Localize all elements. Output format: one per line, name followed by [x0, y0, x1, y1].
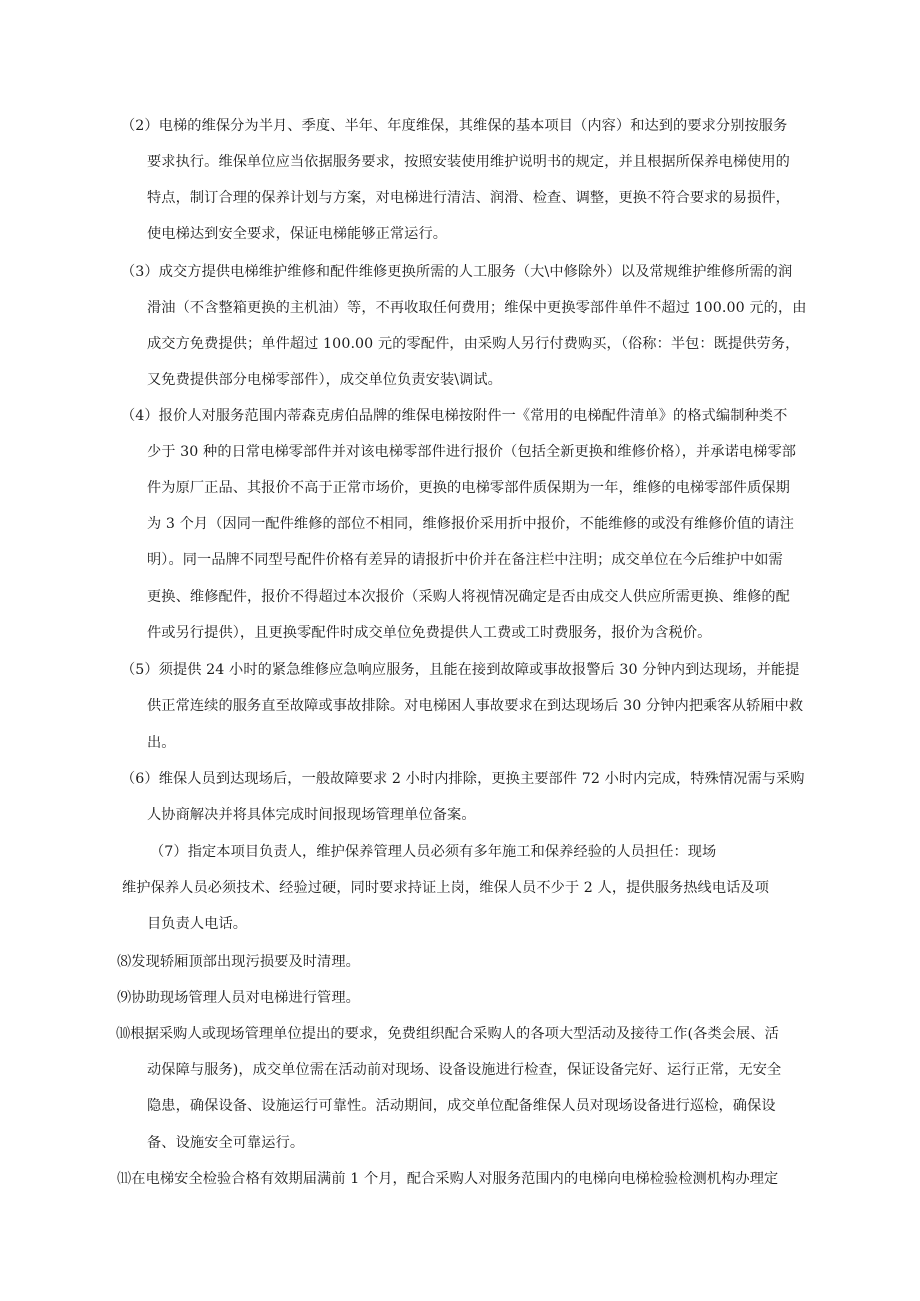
item-10-line-3: 隐患，确保设备、设施运行可靠性。活动期间，成交单位配备维保人员对现场设备进行巡检，确保设	[147, 1098, 776, 1114]
item-8-line-1: ⑻发现轿厢顶部出现污损要及时清理。	[117, 954, 360, 970]
item-2-line-3: 特点，制订合理的保养计划与方案，对电梯进行清洁、润滑、检查、调整，更换不符合要求的易损件，	[147, 190, 790, 206]
item-7-line-1: （7）指定本项目负责人，维护保养管理人员必须有多年施工和保养经验的人员担任：现场	[150, 844, 717, 860]
item-7-line-3: 目负责人电话。	[147, 916, 248, 932]
item-4-line-6: 更换、维修配件，报价不得超过本次报价（采购人将视情况确定是否由成交人供应所需更换、维修的配	[147, 589, 790, 605]
item-11-line-1: ⑾在电梯安全检验合格有效期届满前 1 个月，配合采购人对服务范围内的电梯向电梯检验检测机构办理定	[117, 1171, 779, 1187]
item-4-line-7: 件或另行提供），且更换零配件时成交单位免费提供人工费或工时费服务，报价为含税价。	[147, 625, 712, 641]
item-7-line-2: 维护保养人员必须技术、经验过硬，同时要求持证上岗，维保人员不少于 2 人，提供服务热线电话及项	[122, 880, 769, 896]
item-6-line-1: （6）维保人员到达现场后，一般故障要求 2 小时内排除，更换主要部件 72 小时内完成，特殊情况需与采购	[121, 771, 805, 787]
item-5-line-2: 供正常连续的服务直至故障或事故排除。对电梯困人事故要求在到达现场后 30 分钟内把乘客从轿厢中救	[147, 698, 804, 714]
item-4-line-1: （4）报价人对服务范围内蒂森克虏伯品牌的维保电梯按附件一《常用的电梯配件清单》的格式编制种类不	[121, 408, 788, 424]
item-4-line-3: 件为原厂正品、其报价不高于正常市场价，更换的电梯零部件质保期为一年，维修的电梯零部件质保期	[147, 480, 790, 496]
item-10-line-2: 动保障与服务)，成交单位需在活动前对现场、设备设施进行检查，保证设备完好、运行正常，无安全	[147, 1062, 782, 1078]
item-3-line-1: （3）成交方提供电梯维护维修和配件维修更换所需的人工服务（大\中修除外）以及常规维护维修所需的润	[121, 264, 793, 280]
item-4-line-5: 明）。同一品牌不同型号配件价格有差异的请报折中价并在备注栏中注明；成交单位在今后维护中如需	[147, 552, 783, 568]
item-2-line-4: 使电梯达到安全要求，保证电梯能够正常运行。	[147, 226, 448, 242]
item-5-line-1: （5）须提供 24 小时的紧急维修应急响应服务，且能在接到故障或事故报警后 30 分钟内到达现场，并能提	[121, 662, 800, 678]
item-2-line-1: （2）电梯的维保分为半月、季度、半年、年度维保，其维保的基本项目（内容）和达到的要求分别按服务	[121, 118, 788, 134]
item-9-line-1: ⑼协助现场管理人员对电梯进行管理。	[117, 990, 360, 1006]
item-10-line-1: ⑽根据采购人或现场管理单位提出的要求，免费组织配合采购人的各项大型活动及接待工作(各类会展、活	[116, 1026, 779, 1042]
item-2-line-2: 要求执行。维保单位应当依据服务要求，按照安装使用维护说明书的规定，并且根据所保养电梯使用的	[147, 154, 790, 170]
item-3-line-2: 滑油（不含整箱更换的主机油）等，不再收取任何费用；维保中更换零部件单件不超过 100.00 元的，由	[147, 300, 807, 316]
item-5-line-3: 出。	[147, 735, 176, 751]
item-10-line-4: 备、设施安全可靠运行。	[147, 1135, 305, 1151]
item-4-line-4: 为 3 个月（因同一配件维修的部位不相同，维修报价采用折中报价，不能维修的或没有维修价值的请注	[147, 516, 794, 532]
item-3-line-3: 成交方免费提供；单件超过 100.00 元的零配件，由采购人另行付费购买，（俗称：半包：既提供劳务，	[147, 336, 800, 352]
item-4-line-2: 少于 30 种的日常电梯零部件并对该电梯零部件进行报价（包括全新更换和维修价格），并承诺电梯零部	[147, 444, 797, 460]
item-6-line-2: 人协商解决并将具体完成时间报现场管理单位备案。	[147, 807, 476, 823]
item-3-line-4: 又免费提供部分电梯零部件），成交单位负责安装\调试。	[147, 372, 502, 388]
